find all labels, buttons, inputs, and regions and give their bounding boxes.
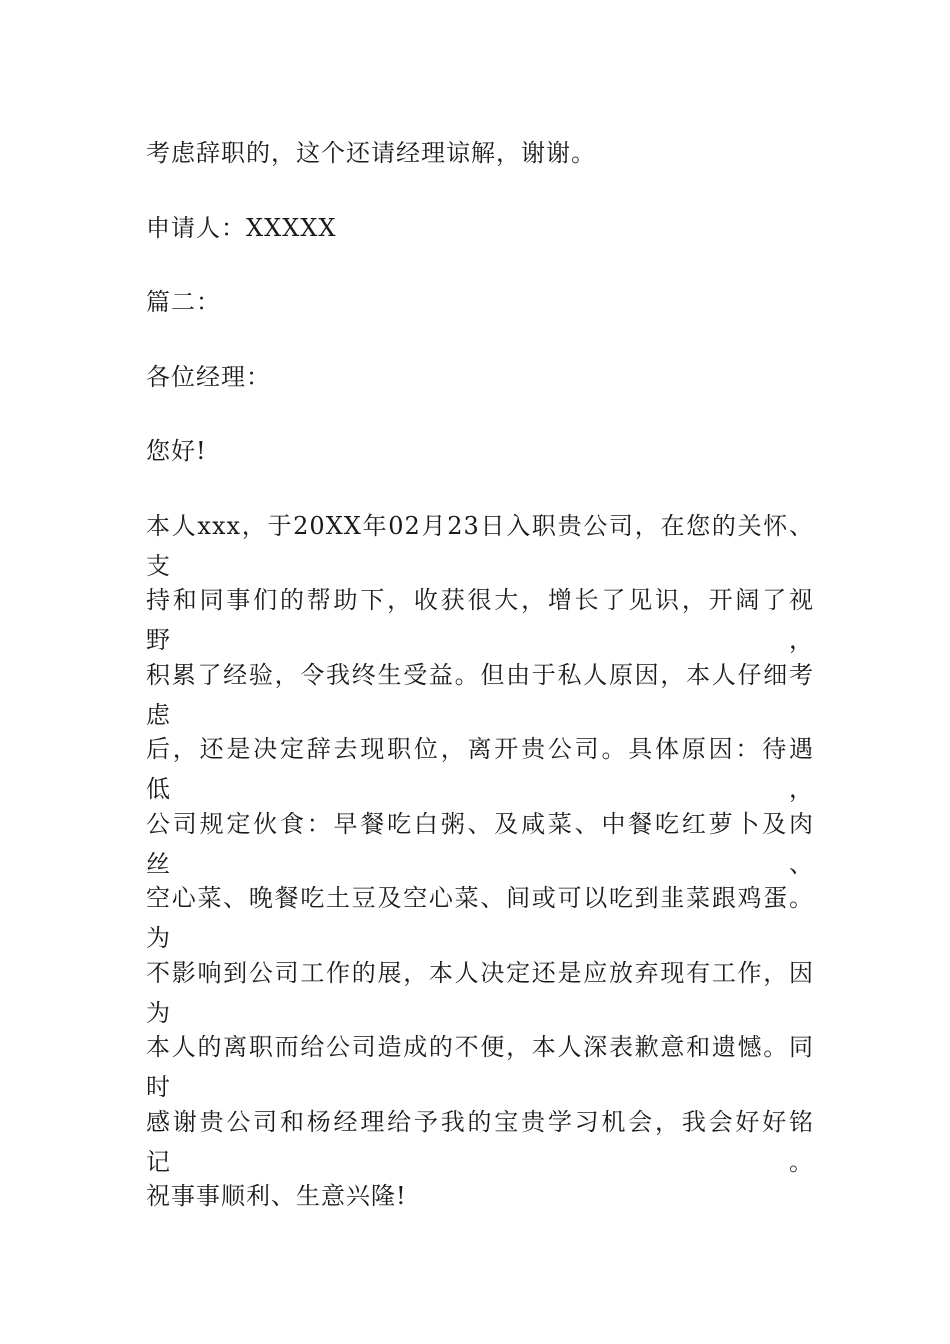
section-heading: 篇二： — [146, 288, 221, 316]
applicant-line: 申请人：XXXXX — [146, 213, 337, 242]
paragraph-line: 本人xxx，于20XX年02月23日入职贵公司，在您的关怀、支 — [146, 511, 814, 580]
paragraph-line: 本人的离职而给公司造成的不便，本人深表歉意和遗憾。同时 — [146, 1033, 814, 1101]
paragraph-line: 公司规定伙食：早餐吃白粥、及咸菜、中餐吃红萝卜及肉丝、 — [146, 809, 814, 878]
closing-line: 祝事事顺利、生意兴隆! — [146, 1182, 407, 1210]
paragraph-line: 积累了经验，令我终生受益。但由于私人原因，本人仔细考虑 — [146, 660, 814, 729]
greeting: 您好! — [146, 437, 207, 465]
letter-body — [146, 133, 814, 1251]
text-line: 考虑辞职的，这个还请经理谅解，谢谢。 — [146, 139, 596, 167]
salutation: 各位经理： — [146, 362, 271, 391]
paragraph-line: 感谢贵公司和杨经理给予我的宝贵学习机会，我会好好铭记。 — [146, 1107, 814, 1176]
paragraph-line: 空心菜、晚餐吃土豆及空心菜、间或可以吃到韭菜跟鸡蛋。 为 — [146, 884, 814, 952]
paragraph-line: 不影响到公司工作的展，本人决定还是应放弃现有工作，因为 — [146, 958, 814, 1027]
paragraph-line: 持和同事们的帮助下，收获很大，增长了见识，开阔了视野， — [146, 586, 814, 654]
paragraph-line: 后，还是决定辞去现职位，离开贵公司。具体原因：待遇低， — [146, 735, 814, 803]
